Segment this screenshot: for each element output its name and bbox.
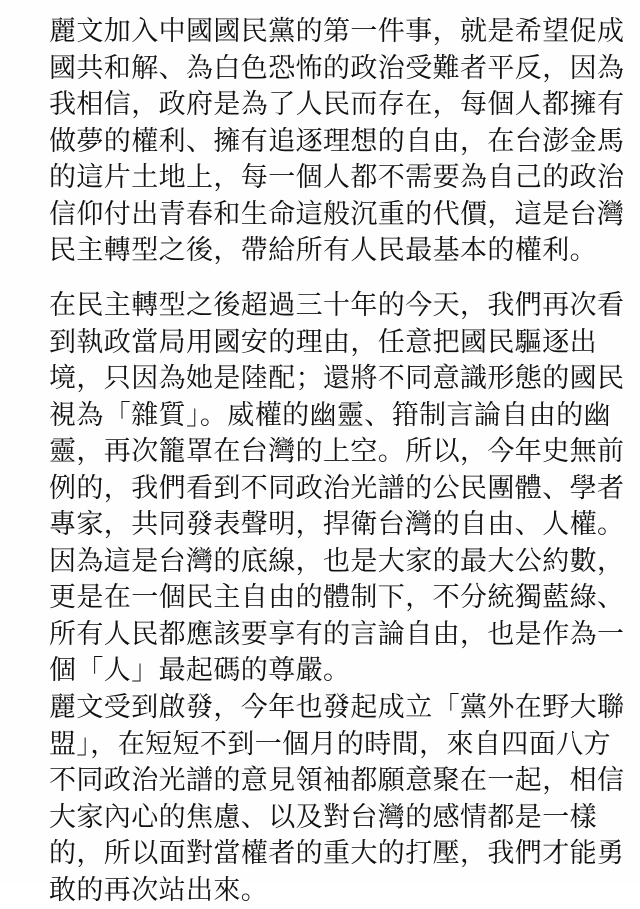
text-line: 專家，共同發表聲明，捍衛台灣的自由、人權。 [49, 507, 609, 544]
text-line: 不同政治光譜的意見領袖都願意聚在一起，相信 [49, 763, 609, 800]
text-line: 做夢的權利、擁有追逐理想的自由，在台澎金馬 [49, 124, 609, 161]
text-line: 麗文加入中國國民黨的第一件事，就是希望促成 [49, 14, 609, 51]
text-line: 視為「雜質」。威權的幽靈、箝制言論自由的幽 [49, 398, 609, 435]
text-line: 例的，我們看到不同政治光譜的公民團體、學者 [49, 471, 609, 508]
text-line: 民主轉型之後，帶給所有人民最基本的權利。 [49, 233, 609, 270]
text-line: 在民主轉型之後超過三十年的今天，我們再次看 [49, 288, 609, 325]
text-line: 敢的再次站出來。 [49, 873, 609, 909]
text-line: 靈，再次籠罩在台灣的上空。所以，今年史無前 [49, 434, 609, 471]
text-line: 麗文受到啟發，今年也發起成立「黨外在野大聯 [49, 690, 609, 727]
text-line: 因為這是台灣的底線，也是大家的最大公約數， [49, 544, 609, 581]
paragraph-2 [49, 288, 609, 690]
text-line: 我相信，政府是為了人民而存在，每個人都擁有 [49, 87, 609, 124]
text-line: 的，所以面對當權者的重大的打壓，我們才能勇 [49, 836, 609, 873]
text-line: 到執政當局用國安的理由，任意把國民驅逐出 [49, 325, 609, 362]
text-line: 個「人」最起碼的尊嚴。 [49, 653, 609, 690]
text-line: 國共和解、為白色恐怖的政治受難者平反，因為 [49, 51, 609, 88]
text-line: 盟」，在短短不到一個月的時間，來自四面八方 [49, 727, 609, 764]
text-line: 信仰付出青春和生命這般沉重的代價，這是台灣 [49, 197, 609, 234]
text-line: 境，只因為她是陸配；還將不同意識形態的國民 [49, 361, 609, 398]
paragraph-3 [49, 690, 609, 909]
paragraph-1 [49, 14, 609, 270]
text-line: 更是在一個民主自由的體制下，不分統獨藍綠、 [49, 580, 609, 617]
text-line: 所有人民都應該要享有的言論自由，也是作為一 [49, 617, 609, 654]
text-line: 的這片土地上，每一個人都不需要為自己的政治 [49, 160, 609, 197]
text-line: 大家內心的焦慮、以及對台灣的感情都是一樣 [49, 800, 609, 837]
